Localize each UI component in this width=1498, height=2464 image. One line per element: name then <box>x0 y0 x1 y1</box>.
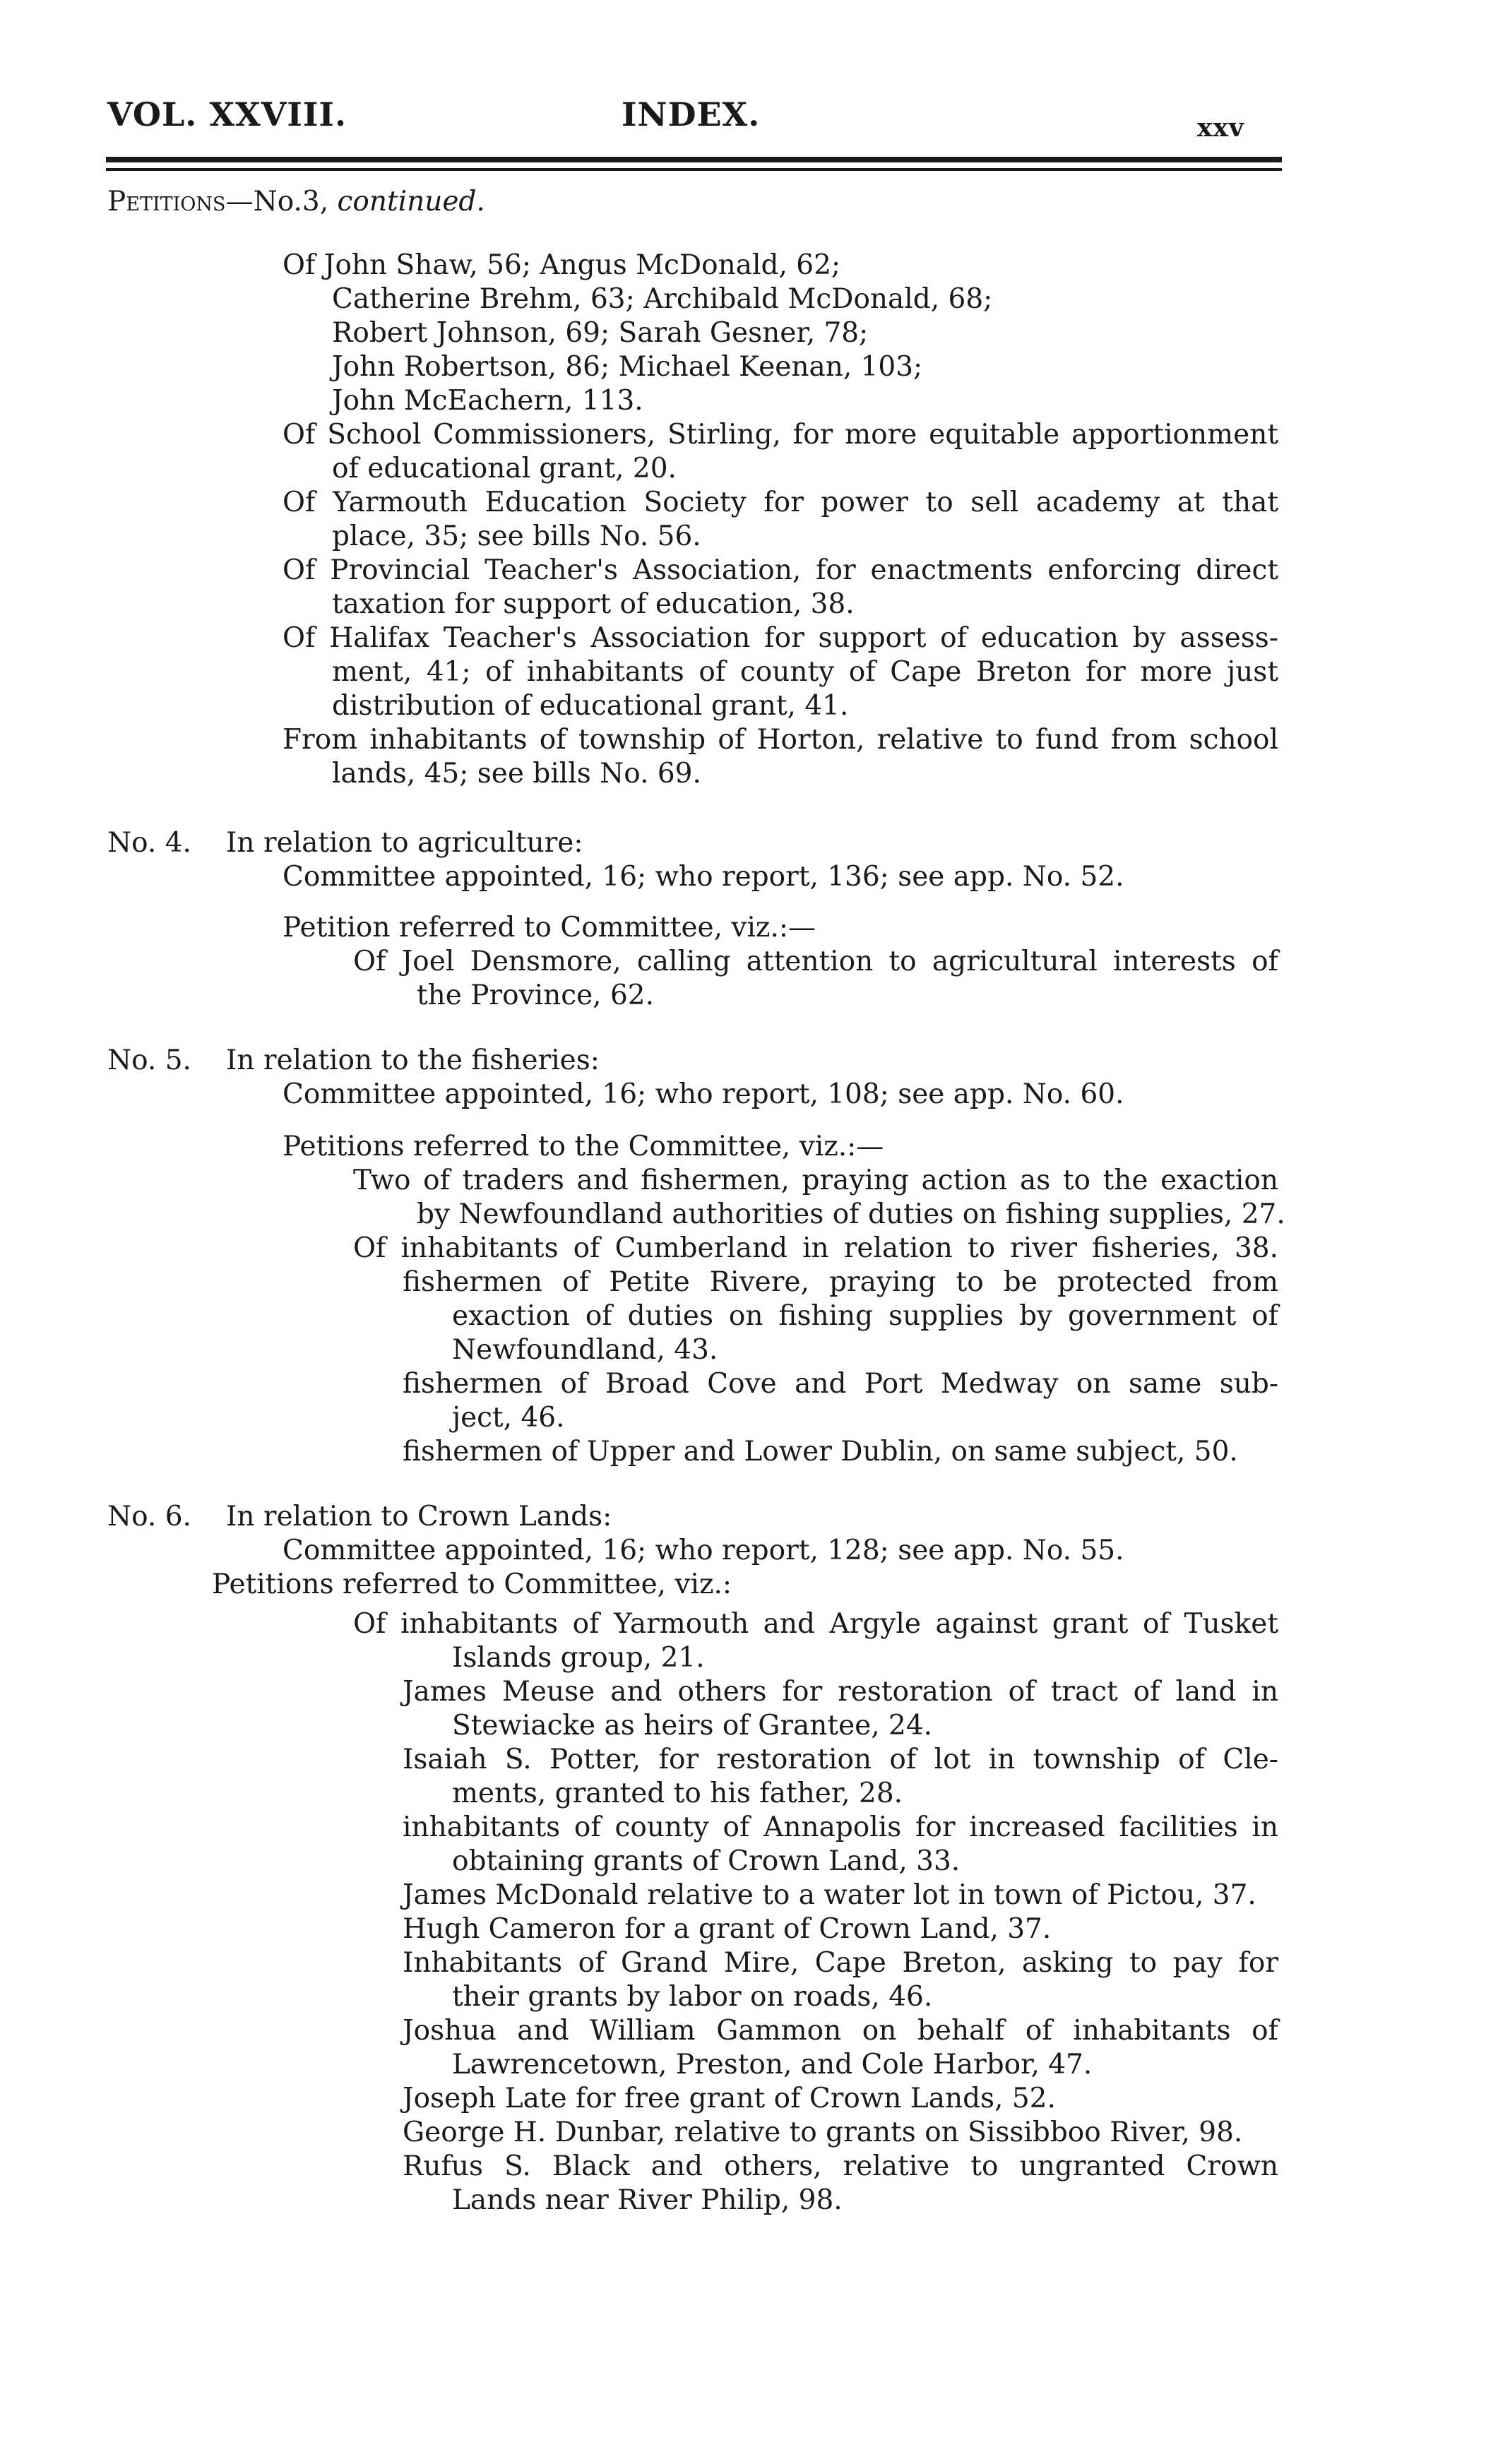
index-line: of educational grant, 20. <box>332 453 677 484</box>
index-line: Two of traders and fishermen, praying action as to the exaction <box>353 1165 1278 1196</box>
committee-number: No. 6. <box>107 1501 191 1532</box>
index-line: Of John Shaw, 56; Angus McDonald, 62; <box>283 249 841 281</box>
header-rule-thick <box>106 157 1282 162</box>
index-line: John McEachern, 113. <box>332 385 643 417</box>
index-line: distribution of educational grant, 41. <box>332 690 849 722</box>
section-heading <box>107 185 485 219</box>
index-line: James Meuse and others for restoration of tract of land in <box>403 1676 1278 1708</box>
index-line: In relation to agriculture: <box>226 827 583 859</box>
section-heading-rest: —No.3, <box>225 186 338 218</box>
index-line: fishermen of Broad Cove and Port Medway on same sub- <box>403 1368 1278 1400</box>
index-line: In relation to Crown Lands: <box>226 1501 612 1532</box>
index-line: by Newfoundland authorities of duties on fishing supplies, 27. <box>417 1198 1285 1230</box>
header-rule-thin <box>106 168 1282 171</box>
index-line: Of Provincial Teacher's Association, for enactments enforcing direct <box>283 554 1278 586</box>
volume-label: VOL. XXVIII. <box>107 95 347 133</box>
index-line: their grants by labor on roads, 46. <box>452 1981 933 2013</box>
index-line: Petitions referred to the Committee, viz.:— <box>283 1131 884 1162</box>
index-line: Joseph Late for free grant of Crown Lands, 52. <box>403 2083 1056 2114</box>
index-line: Rufus S. Black and others, relative to ungranted Crown <box>403 2150 1278 2182</box>
index-line: Lawrencetown, Preston, and Cole Harbor, 47. <box>452 2049 1093 2081</box>
committee-number: No. 4. <box>107 827 191 859</box>
section-heading-label: Petitions <box>107 186 226 218</box>
page-title: INDEX. <box>622 95 761 133</box>
index-line: James McDonald relative to a water lot in town of Pictou, 37. <box>403 1879 1256 1911</box>
index-line: taxation for support of education, 38. <box>332 588 855 620</box>
index-line: ject, 46. <box>452 1402 565 1434</box>
index-line: the Province, 62. <box>417 980 654 1011</box>
index-line: Petitions referred to Committee, viz.: <box>212 1569 732 1600</box>
index-line: exaction of duties on fishing supplies by government of <box>452 1300 1278 1332</box>
index-line: Committee appointed, 16; who report, 128; see app. No. 55. <box>283 1535 1124 1566</box>
index-line: John Robertson, 86; Michael Keenan, 103; <box>332 351 923 383</box>
index-line: obtaining grants of Crown Land, 33. <box>452 1845 961 1877</box>
index-line: Of inhabitants of Yarmouth and Argyle against grant of Tusket <box>353 1608 1278 1640</box>
index-line: Of inhabitants of Cumberland in relation to river fisheries, 38. <box>353 1232 1278 1264</box>
index-line: Inhabitants of Grand Mire, Cape Breton, asking to pay for <box>403 1947 1278 1979</box>
index-line: Petition referred to Committee, viz.:— <box>283 912 816 944</box>
index-line: Of School Commissioners, Stirling, for more equitable apportionment <box>283 419 1278 451</box>
index-line: Islands group, 21. <box>452 1642 705 1674</box>
index-line: Hugh Cameron for a grant of Crown Land, 37. <box>403 1913 1052 1945</box>
index-line: fishermen of Upper and Lower Dublin, on same subject, 50. <box>403 1436 1238 1468</box>
index-line: Of Joel Densmore, calling attention to agricultural interests of <box>353 946 1278 977</box>
index-line: From inhabitants of township of Horton, relative to fund from school <box>283 724 1278 756</box>
index-line: inhabitants of county of Annapolis for increased facilities in <box>403 1811 1278 1843</box>
index-line: In relation to the fisheries: <box>226 1044 600 1076</box>
index-line: George H. Dunbar, relative to grants on Sissibboo River, 98. <box>403 2117 1243 2148</box>
index-line: Of Halifax Teacher's Association for support of education by assess- <box>283 622 1278 654</box>
committee-number: No. 5. <box>107 1044 191 1076</box>
index-line: Catherine Brehm, 63; Archibald McDonald, 68; <box>332 283 993 315</box>
index-line: Stewiacke as heirs of Grantee, 24. <box>452 1710 933 1742</box>
index-line: lands, 45; see bills No. 69. <box>332 758 701 790</box>
index-line: Lands near River Philip, 98. <box>452 2184 843 2216</box>
index-line: Newfoundland, 43. <box>452 1334 718 1366</box>
index-line: Committee appointed, 16; who report, 108; see app. No. 60. <box>283 1078 1124 1110</box>
index-line: Joshua and William Gammon on behalf of inhabitants of <box>403 2015 1278 2047</box>
page-number: xxv <box>1197 113 1244 143</box>
index-line: ments, granted to his father, 28. <box>452 1778 903 1809</box>
index-line: Committee appointed, 16; who report, 136; see app. No. 52. <box>283 861 1124 893</box>
section-heading-continued: continued. <box>337 186 485 218</box>
index-line: Of Yarmouth Education Society for power to sell academy at that <box>283 487 1278 518</box>
index-line: place, 35; see bills No. 56. <box>332 520 701 552</box>
index-line: fishermen of Petite Rivere, praying to be protected from <box>403 1266 1278 1298</box>
index-line: ment, 41; of inhabitants of county of Cape Breton for more just <box>332 656 1278 688</box>
index-line: Robert Johnson, 69; Sarah Gesner, 78; <box>332 317 869 349</box>
index-line: Isaiah S. Potter, for restoration of lot in township of Cle- <box>403 1744 1278 1775</box>
